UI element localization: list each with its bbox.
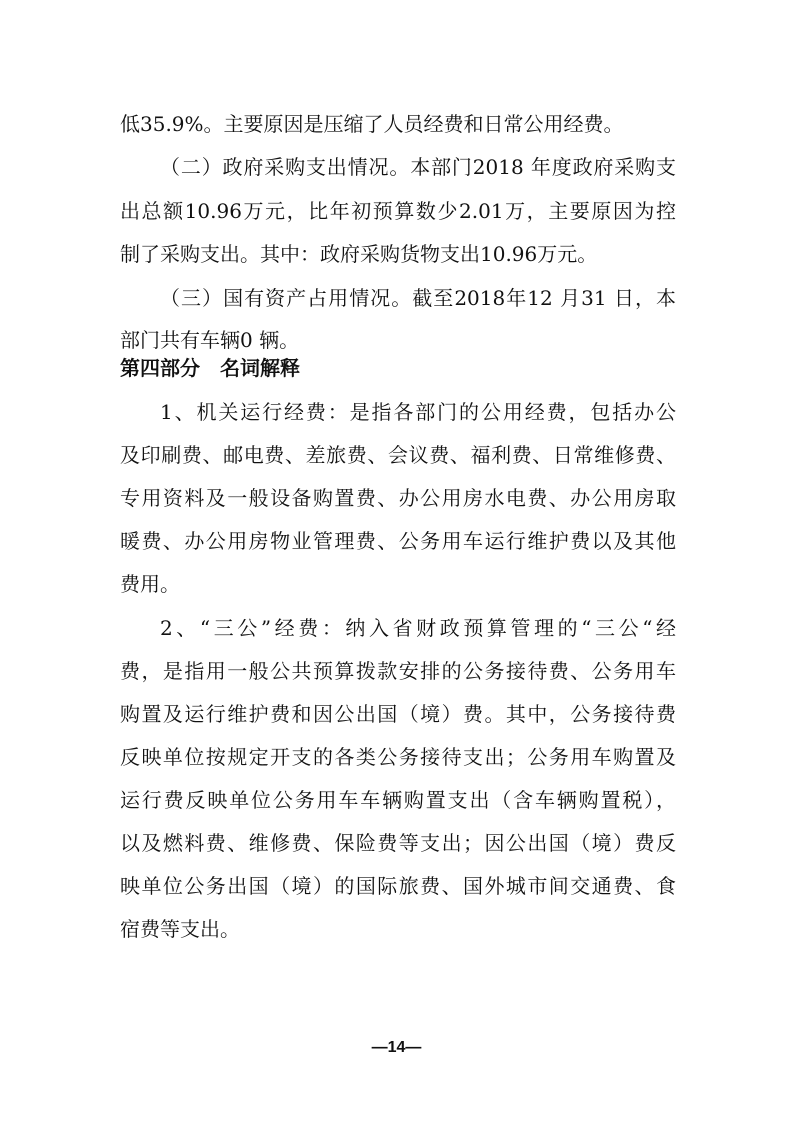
definition-line: 1、机关运行经费：是指各部门的公用经费，包括办公 [160,400,676,424]
definition-line: 以及燃料费、维修费、保险费等支出；因公出国（境）费反 [120,831,676,855]
paragraph-line: （二）政府采购支出情况。本部门2018 年度政府采购支 [160,155,676,179]
definition-line: 宿费等支出。 [120,917,240,941]
paragraph-line: 制了采购支出。其中：政府采购货物支出10.96万元。 [120,242,598,266]
paragraph-line: 低35.9%。主要原因是压缩了人员经费和日常公用经费。 [120,112,624,136]
definition-line: 映单位公务出国（境）的国际旅费、国外城市间交通费、食 [120,874,676,898]
definition-line: 及印刷费、邮电费、差旅费、会议费、福利费、日常维修费、 [120,443,676,467]
definition-line: 费用。 [120,572,180,596]
section-heading: 第四部分 名词解释 [120,356,300,380]
paragraph-line: （三）国有资产占用情况。截至2018年12 月31 日，本 [160,286,676,310]
definition-line: 购置及运行维护费和因公出国（境）费。其中，公务接待费 [120,702,676,726]
definition-line: 运行费反映单位公务用车车辆购置支出（含车辆购置税）， [120,788,676,812]
definition-line: 暖费、办公用房物业管理费、公务用车运行维护费以及其他 [120,529,676,553]
paragraph-line: 出总额10.96万元，比年初预算数少2.01万，主要原因为控 [120,199,676,223]
definition-line: 2、“三公”经费：纳入省财政预算管理的“三公“经 [160,616,676,640]
definition-line: 专用资料及一般设备购置费、办公用房水电费、办公用房取 [120,486,676,510]
paragraph-line: 部门共有车辆0 辆。 [120,328,300,352]
definition-line: 费，是指用一般公共预算拨款安排的公务接待费、公务用车 [120,659,676,683]
definition-line: 反映单位按规定开支的各类公务接待支出；公务用车购置及 [120,745,676,769]
page-number: —14— [371,1039,422,1056]
